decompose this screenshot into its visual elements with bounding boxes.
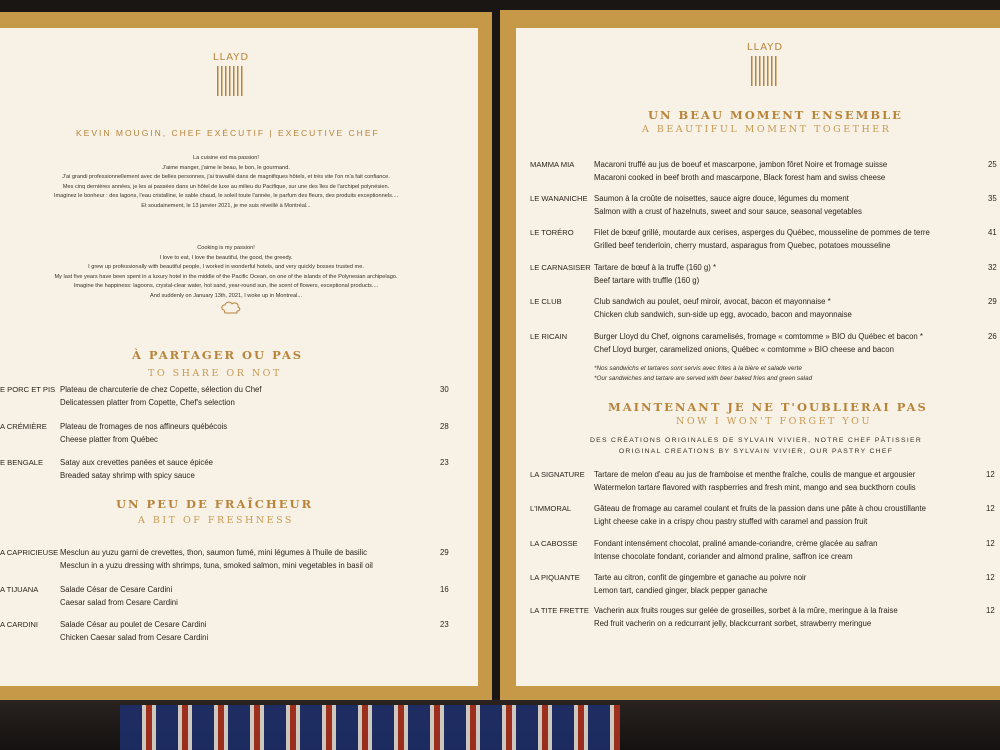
item-description-en: Breaded satay shrimp with spicy sauce [60,471,195,480]
item-description-fr: Burger Lloyd du Chef, oignons caramelisés, fromage « comtomme » BIO du Québec et bacon * [594,332,923,341]
item-description-fr: Vacherin aux fruits rouges sur gelée de groseilles, sorbet à la mûre, meringue à la fraise [594,606,898,615]
item-price: 23 [440,620,449,629]
story-line: Mes cinq dernières années, je les ai passées dans un hôtel de luxe au milieu du Pacifique, sur une des îles de l'archipel polynésien. [62,183,390,190]
item-description-en: Cheese platter from Québec [60,435,158,444]
item-price: 16 [440,585,449,594]
pastry-chef-credit [526,435,986,457]
section-title: MAINTENANT JE NE T'OUBLIERAI PAS [608,400,928,414]
serving-note-en: *Our sandwiches and tartare are served with beer baked fries and green salad [594,375,813,382]
item-price: 23 [440,458,449,467]
item-description-en: Intense chocolate fondant, coriander and almond praline, saffron ice cream [594,552,853,561]
item-name: LA PIQUANTE [530,573,580,582]
item-name: LE CARNASISER [530,263,591,272]
item-description-fr: Mesclun au yuzu garni de crevettes, thon, saumon fumé, mini légumes à l'huile de basilic [60,548,368,557]
story-line: Et soudainement, le 13 janvier 2021, je me suis réveillé à Montréal... [141,202,311,209]
item-name: LE WANANICHE [530,194,588,203]
lloyd-logo [745,42,785,86]
item-description-en: Red fruit vacherin on a redcurrant jelly, blackcurrant sorbet, strawberry meringue [594,619,872,628]
item-name: A CARDINI [0,620,38,629]
credit-line: DES CRÉATIONS ORIGINALES DE SYLVAIN VIVIER, NOTRE CHEF PÂTISSIER [589,437,923,444]
section-title: UN PEU DE FRAÎCHEUR [116,497,314,511]
item-description-fr: Club sandwich au poulet, oeuf miroir, avocat, bacon et mayonnaise * [594,297,831,306]
item-description-en: Chicken club sandwich, sun-side up egg, avocado, bacon and mayonnaise [594,310,852,319]
story-line: Cooking is my passion! [197,245,255,251]
item-description-en: Light cheese cake in a crispy chou pastry stuffed with caramel and passion fruit [594,517,868,526]
item-price: 32 [988,263,997,272]
item-name: MAMMA MIA [530,160,575,169]
item-name: A CRÉMIÈRE [0,422,47,431]
item-description-en: Delicatessen platter from Copette, Chef's selection [60,398,235,407]
lloyd-logo [211,52,251,96]
right-menu-paper [516,28,1000,686]
chef-story-en [0,244,458,302]
item-description-en: Beef tartare with truffle (160 g) [594,276,700,285]
item-name: A CAPRICIEUSE [0,548,59,557]
story-line: I love to eat, I love the beautiful, the good, the greedy. [159,254,293,261]
item-description-en: Watermelon tartare flavored with raspberries and fresh mint, mango and sea buckthorn coulis [594,483,916,492]
story-line: Imaginez le bonheur : des lagons, l'eau cristalline, le sable chaud, le soleil toute l'année, le parfum des fleurs, des produits exceptionnels.... [53,193,399,200]
logo-bars-icon [217,66,245,96]
item-name: LE RICAIN [530,332,568,341]
story-line: La cuisine est ma passion! [193,155,259,161]
item-price: 29 [988,297,997,306]
section-subtitle: A BIT OF FRESHNESS [138,515,294,526]
item-price: 12 [986,504,995,513]
section-title: UN BEAU MOMENT ENSEMBLE [648,108,903,122]
logo-wordmark: LLAYD [746,42,784,53]
serving-note-fr: *Nos sandwichs et tartares sont servis avec frites à la bière et salade verte [594,365,802,372]
item-price: 29 [440,548,449,557]
item-description-en: Lemon tart, candied ginger, black pepper ganache [594,586,768,595]
item-price: 12 [986,470,995,479]
item-description-fr: Plateau de fromages de nos affineurs québécois [60,422,228,431]
item-name: E BENGALE [0,458,44,467]
item-price: 26 [988,332,997,341]
logo-wordmark: LLAYD [212,52,250,63]
item-description-fr: Saumon à la croûte de noisettes, sauce aigre douce, légumes du moment [594,194,849,203]
chef-story-fr [0,154,458,212]
chef-title: KEVIN MOUGIN, CHEF EXÉCUTIF | EXECUTIVE CHEF [76,128,380,138]
item-name: E PORC ET PIS [0,385,56,394]
fabric-cloth [120,705,620,750]
item-description-fr: Plateau de charcuterie de chez Copette, sélection du Chef [60,385,262,394]
item-description-en: Macaroni cooked in beef broth and mascarpone, Black forest ham and swiss cheese [594,173,886,182]
story-line: I grew up professionally with beautiful people, I worked in wonderful hotels, and very quickly bosses trusted me. [88,264,364,271]
item-description-fr: Gâteau de fromage au caramel coulant et fruits de la passion dans une pâte à chou croustillante [594,504,927,513]
item-description-en: Caesar salad from Cesare Cardini [60,598,178,607]
story-line: My last five years have been spent in a luxury hotel in the middle of the Pacific Ocean, on one of the islands of the Polynesian archipelago. [54,273,398,280]
item-name: LA TITE FRETTE [530,606,589,615]
story-line: J'ai grandi professionnellement avec de belles personnes, j'ai travaillé dans de magnifiques hôtels, et très vite l'on m'a fait confiance. [62,174,390,181]
left-menu-card [0,12,492,700]
item-description-en: Mesclun in a yuzu dressing with shrimps, tuna, smoked salmon, mini vegetables in basil oil [60,561,373,570]
item-description-en: Grilled beef tenderloin, cherry mustard, asparagus from Quebec, potatoes mousseline [594,241,891,250]
item-price: 35 [988,194,997,203]
item-description-fr: Salade César au poulet de Cesare Cardini [60,620,207,629]
section-subtitle: NOW I WON'T FORGET YOU [676,416,872,427]
story-line: Imagine the happiness: lagoons, crystal-clear water, hot sand, year-round sun, the scent of flowers, exceptional products.... [73,283,379,290]
item-description-fr: Filet de bœuf grillé, moutarde aux cerises, asperges du Québec, mousseline de pommes de terre [594,228,930,237]
credit-line: ORIGINAL CREATIONS BY SYLVAIN VIVIER, OUR PASTRY CHEF [618,448,894,455]
section-subtitle: A BEAUTIFUL MOMENT TOGETHER [642,124,892,135]
item-description-en: Chef Lloyd burger, caramelized onions, Québec « comtomme » BIO cheese and bacon [594,345,894,354]
item-name: LA CABOSSE [530,539,578,548]
item-price: 41 [988,228,997,237]
chef-hat-icon [220,301,242,315]
item-price: 12 [986,606,995,615]
item-description-fr: Tarte au citron, confit de gingembre et ganache au poivre noir [594,573,807,582]
item-description-fr: Satay aux crevettes panées et sauce épicée [60,458,214,467]
left-menu-paper [0,28,478,686]
story-line: J'aime manger, j'aime le beau, le bon, le gourmand. [162,164,290,171]
item-price: 25 [988,160,997,169]
item-description-fr: Salade César de Cesare Cardini [60,585,173,594]
item-description-en: Chicken Caesar salad from Cesare Cardini [60,633,209,642]
item-name: LE TORÉRO [530,228,574,237]
item-description-fr: Macaroni truffé au jus de boeuf et mascarpone, jambon fôret Noire et fromage suisse [594,160,888,169]
story-line: And suddenly on January 13th, 2021, I woke up in Montreal... [149,292,303,299]
item-price: 12 [986,573,995,582]
item-price: 30 [440,385,449,394]
item-description-fr: Tartare de melon d'eau au jus de framboise et menthe fraîche, coulis de mangue et argousier [594,470,916,479]
item-price: 28 [440,422,449,431]
item-price: 12 [986,539,995,548]
item-description-en: Salmon with a crust of hazelnuts, sweet and sour sauce, seasonal vegetables [594,207,862,216]
item-name: L'IMMORAL [530,504,572,513]
section-subtitle: TO SHARE OR NOT [148,368,282,379]
right-menu-card [500,10,1000,700]
item-name: LA SIGNATURE [530,470,585,479]
logo-bars-icon [751,56,779,86]
item-name: A TIJUANA [0,585,39,594]
item-description-fr: Tartare de bœuf à la truffe (160 g) * [594,263,717,272]
section-title: À PARTAGER OU PAS [132,348,304,362]
item-name: LE CLUB [530,297,562,306]
item-description-fr: Fondant intensément chocolat, praliné amande-coriandre, crème glacée au safran [594,539,878,548]
